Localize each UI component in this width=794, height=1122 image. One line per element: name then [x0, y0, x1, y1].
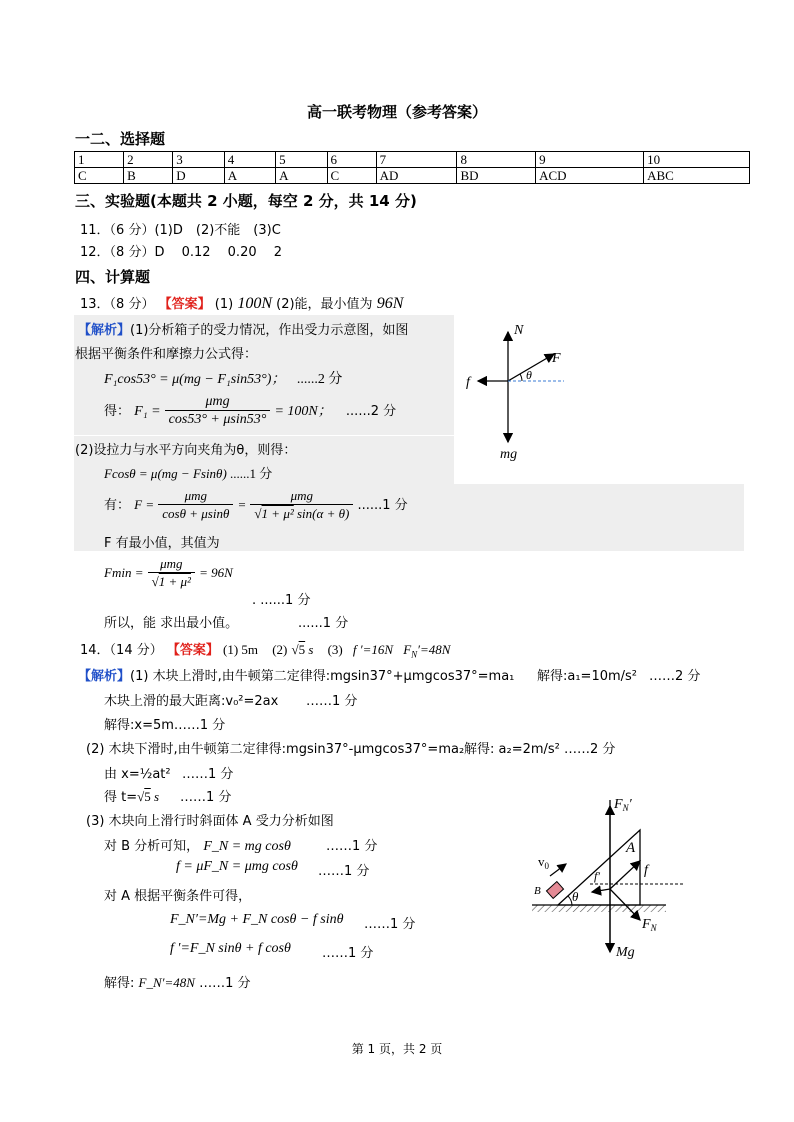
equation: F_N = mg cosθ — [203, 839, 291, 854]
table-cell: C — [327, 168, 376, 184]
analysis-tag: 【解析】 — [78, 669, 131, 684]
block-B — [546, 882, 563, 899]
label-theta: θ — [572, 889, 579, 904]
equation: F_N′=48N — [138, 975, 195, 990]
sqrt-content: 1 + μ² — [158, 574, 191, 589]
analysis-text: (1) 木块上滑时,由牛顿第二定律得:mgsin37°+μmgcos37°=ma₁ — [130, 669, 515, 684]
f-arrow — [610, 861, 640, 889]
score: ……1 分 — [199, 976, 251, 991]
q13-ans2-value: 96N — [376, 295, 404, 312]
q14-line9: f = μF_N = μmg cosθ — [176, 859, 298, 874]
unit: s — [154, 789, 160, 804]
q14-line5: 由 x=½at² — [104, 767, 171, 782]
denominator-rest: sin(α + θ) — [297, 506, 350, 521]
score: ......2 分 — [296, 372, 343, 387]
q14-header — [80, 639, 450, 660]
table-cell: 3 — [173, 152, 224, 168]
label: 得： — [104, 404, 131, 419]
q14-ans3-label: (3) — [327, 642, 343, 657]
equation-rhs: = 96N — [199, 565, 233, 580]
sqrt-content: 5 — [144, 789, 151, 804]
velocity-arrow — [550, 864, 566, 876]
q14-line2-score: ……1 分 — [306, 694, 358, 709]
denominator: √1 + μ² sin(α + θ) — [254, 506, 350, 521]
table-cell: 1 — [75, 152, 124, 168]
q13-eq3 — [104, 463, 272, 482]
denominator: cos53° + μsin53° — [168, 412, 267, 427]
q14-line5-score: ……1 分 — [182, 767, 234, 782]
sqrt-expr: √5 s — [137, 789, 160, 804]
table-cell: A — [224, 168, 275, 184]
q14-line8 — [104, 835, 291, 855]
label-FN: $F_N$ — [642, 917, 657, 933]
q14-line7: (3) 木块向上滑行时斜面体 A 受力分析如图 — [86, 814, 334, 829]
fraction — [250, 488, 353, 523]
page-footer: 第 1 页，共 2 页 — [351, 1042, 443, 1056]
fraction — [148, 556, 195, 591]
label-B: B — [534, 885, 541, 897]
equation-lhs: F₁ = — [134, 404, 161, 419]
table-cell: C — [75, 168, 124, 184]
table-cell: AD — [376, 168, 457, 184]
label-mg: mg — [500, 447, 518, 462]
denominator: cosθ + μsinθ — [162, 506, 230, 521]
analysis-text: (1)分析箱子的受力情况，作出受力示意图，如图 — [130, 323, 409, 338]
q14-line3: 解得:x=5m……1 分 — [104, 718, 226, 733]
label-FN-prime: $F_N'$ — [614, 797, 632, 813]
q13-eq5 — [104, 556, 233, 591]
answer-table-answer-row — [75, 168, 750, 184]
q14-line13 — [104, 972, 250, 991]
table-cell: 8 — [457, 152, 536, 168]
sqrt-content: 1 + μ² — [261, 506, 294, 521]
label: 解得: — [104, 976, 135, 991]
force-diagram-2 — [528, 794, 698, 964]
numerator: μmg — [148, 556, 195, 573]
fraction — [158, 488, 233, 523]
q13-eq4 — [104, 488, 408, 523]
score: ......1 分 — [357, 498, 408, 513]
label-f: f — [644, 863, 648, 878]
label-F: F — [552, 351, 561, 366]
q14-line2: 木块上滑的最大距离:v₀²=2ax — [104, 694, 279, 709]
q14-line12: f ′=F_N sinθ + f cosθ — [170, 941, 291, 956]
numerator: μmg — [165, 394, 271, 411]
table-cell: ACD — [536, 168, 644, 184]
q13-eq1 — [104, 368, 342, 388]
table-cell: 5 — [276, 152, 327, 168]
q14-line6 — [104, 786, 159, 805]
label: 对 B 分析可知， — [104, 839, 200, 854]
label: 有： — [104, 498, 131, 513]
table-cell: B — [124, 168, 173, 184]
q14-line8-score: ……1 分 — [326, 839, 378, 854]
answer-table-number-row — [75, 152, 750, 168]
score: ......2 分 — [345, 404, 397, 419]
ground-hatch — [532, 905, 666, 912]
angle-arc — [520, 374, 522, 381]
page-title: 高一联考物理（参考答案） — [306, 103, 487, 121]
table-cell: 4 — [224, 152, 275, 168]
q14-line4-result: 解得: a₂=2m/s² ……2 分 — [464, 742, 616, 757]
q13-eq2 — [104, 394, 396, 429]
q11-answer: 11．（6 分）(1)D (2)不能 (3)C — [80, 223, 281, 238]
equation: Fcosθ = μ(mg − Fsinθ) — [104, 466, 227, 481]
q13-analysis-line3: (2)设拉力与水平方向夹角为θ，则得： — [75, 443, 297, 458]
section-calc-heading: 四、计算题 — [75, 268, 151, 286]
q14-line12-score: ……1 分 — [322, 946, 374, 961]
q12-answer: 12．（8 分）D 0.12 0.20 2 — [80, 245, 283, 260]
label: 得 t= — [104, 790, 138, 805]
label-f: f — [466, 375, 470, 390]
label-N: N — [514, 323, 524, 338]
q14-ans3-f: f ′=16N — [352, 642, 394, 657]
answer-tag: 【答案】 — [158, 297, 211, 312]
table-cell: 2 — [124, 152, 173, 168]
answer-table — [74, 151, 750, 184]
q14-ans2-label: (2) — [272, 642, 288, 657]
q14-ans1: (1) 5m — [223, 642, 259, 657]
q14-line1-score: ……2 分 — [649, 669, 701, 684]
equation-rhs: = 100N； — [274, 404, 332, 419]
q14-line1-result: 解得:a₁=10m/s² — [537, 669, 638, 684]
table-cell: ABC — [644, 168, 750, 184]
table-cell: 10 — [644, 152, 750, 168]
unit: s — [308, 642, 314, 657]
q14-line10: 对 A 根据平衡条件可得， — [104, 889, 252, 904]
q13-header — [80, 293, 403, 313]
label-A: A — [626, 840, 636, 856]
answer-tag: 【答案】 — [166, 643, 219, 658]
score: ......1 分 — [230, 466, 273, 481]
label-theta: θ — [526, 368, 532, 382]
section-choice-heading: 一二、选择题 — [75, 130, 166, 148]
table-cell: BD — [457, 168, 536, 184]
equals: = — [237, 497, 247, 512]
table-cell: 6 — [327, 152, 376, 168]
numerator: μmg — [158, 488, 233, 505]
q13-analysis-line2: 根据平衡条件和摩擦力公式得： — [75, 347, 258, 362]
q14-line11-score: ……1 分 — [364, 917, 416, 932]
q13-number: 13．（8 分） — [80, 297, 155, 312]
q13-ans1-label: (1) — [214, 297, 234, 312]
q13-ans2-label: (2)能，最小值为 — [276, 297, 373, 312]
fraction — [165, 394, 271, 429]
q13-eq5-score: . ......1 分 — [252, 593, 311, 608]
equation-lhs: F = — [134, 497, 155, 512]
q13-ans1-value: 100N — [237, 295, 272, 312]
table-cell: A — [276, 168, 327, 184]
table-cell: D — [173, 168, 224, 184]
denominator: √1 + μ² — [151, 574, 191, 589]
q14-number: 14．（14 分） — [80, 643, 163, 658]
numerator: μmg — [250, 488, 353, 505]
force-diagram-1 — [456, 318, 596, 468]
analysis-tag: 【解析】 — [78, 323, 131, 338]
subscript: N — [411, 649, 418, 660]
label-v0: $v_0$ — [538, 854, 549, 871]
q14-ans3-FN — [403, 642, 451, 660]
label-f-prime: f′ — [594, 869, 600, 883]
table-cell: 9 — [536, 152, 644, 168]
q14-ans2: √5 s — [291, 642, 314, 657]
q14-line1 — [78, 665, 514, 684]
symbol: F — [403, 642, 412, 657]
section-experiment-heading: 三、实验题(本题共 2 小题，每空 2 分，共 14 分) — [75, 192, 417, 210]
q13-conclusion-score: ......1 分 — [298, 616, 349, 631]
label-Mg: Mg — [616, 945, 635, 960]
q13-analysis-line4: F 有最小值，其值为 — [104, 536, 220, 551]
q14-line4: (2) 木块下滑时,由牛顿第二定律得:mgsin37°-μmgcos37°=ma₂ — [86, 742, 465, 757]
table-cell: 7 — [376, 152, 457, 168]
equation-lhs: Fmin = — [104, 565, 144, 580]
q14-line6-score: ……1 分 — [180, 790, 232, 805]
f-prime-arrow — [592, 889, 610, 892]
value: ′=48N — [417, 642, 451, 657]
sqrt-content: 5 — [298, 642, 306, 657]
q13-conclusion: 所以，能 求出最小值。 — [104, 616, 239, 631]
q14-line11: F_N′=Mg + F_N cosθ − f sinθ — [170, 912, 344, 927]
q13-analysis-line1 — [78, 319, 408, 338]
q14-line9-score: ……1 分 — [318, 864, 370, 879]
equation: F₁cos53° = μ(mg − F₁sin53°)； — [104, 372, 286, 387]
